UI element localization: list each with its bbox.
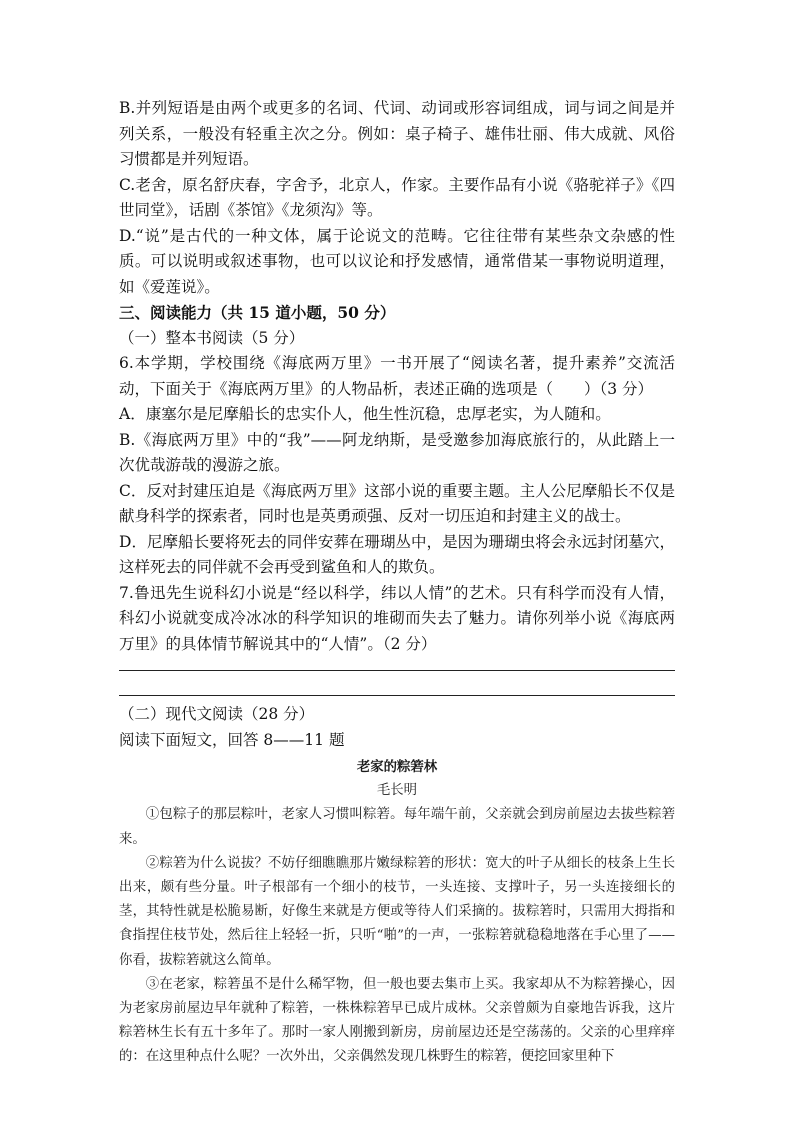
part1-heading: （一）整本书阅读（5 分） [119, 328, 305, 347]
article-paragraph-2: ②粽箬为什么说拔？不妨仔细瞧瞧那片嫩绿粽箬的形状：宽大的叶子从细长的枝条上生长出来，颇有些分量。叶子根部有一个细小的枝节，一头连接、支撑叶子，另一头连接细长的茎，其特性就是松脆易断，好像生来就是方便或等待人们采摘的。拔粽箬时，只需用大拇指和食指捏住枝节处，然后往上轻轻一折，只听“啪”的一声，一张粽箬就稳稳地落在手心里了——你看，拔粽箬就这么简单。 [119, 855, 675, 968]
question-6-stem: 6.本学期，学校围绕《海底两万里》一书开展了“阅读名著，提升素养”交流活动，下面关于《海底两万里》的人物品析，表述正确的选项是（ ）（3 分） [119, 354, 675, 398]
article-paragraph-1: ①包粽子的那层粽叶，老家人习惯叫粽箬。每年端午前，父亲就会到房前屋边去拔些粽箬来。 [119, 807, 675, 847]
question-6-option-a: A．康塞尔是尼摩船长的忠实仆人，他生性沉稳，忠厚老实，为人随和。 [119, 405, 611, 423]
article-author: 毛长明 [376, 783, 418, 799]
question-7-stem: 7.鲁迅先生说科幻小说是“经以科学，纬以人情”的艺术。只有科学而没有人情，科幻小说就变成冷冰冰的科学知识的堆砌而失去了魅力。请你列举小说《海底两万里》的具体情节解说其中的“人情”。（2 分） [119, 583, 675, 653]
question-6-option-d: D．尼摩船长要将死去的同伴安葬在珊瑚丛中，是因为珊瑚虫将会永远封闭墓穴，这样死去的同伴就不会再受到鲨鱼和人的欺负。 [119, 532, 675, 576]
page-content [119, 96, 675, 1070]
article-title: 老家的粽箬林 [356, 759, 438, 775]
question-6-option-b: B.《海底两万里》中的“我”——阿龙纳斯，是受邀参加海底旅行的，从此踏上一次优哉游哉的漫游之旅。 [119, 430, 675, 474]
section-heading: 三、阅读能力（共 15 道小题，50 分） [119, 303, 396, 322]
reading-article [119, 755, 675, 1070]
part2-instruction: 阅读下面短文，回答 8——11 题 [119, 730, 345, 749]
option-c-text: C.老舍，原名舒庆春，字舍予，北京人，作家。主要作品有小说《骆驼祥子》《四世同堂》，话剧《茶馆》《龙须沟》等。 [119, 175, 675, 219]
question-6-option-c: C．反对封建压迫是《海底两万里》这部小说的重要主题。主人公尼摩船长不仅是献身科学的探索者，同时也是英勇顽强、反对一切压迫和封建主义的战士。 [119, 481, 675, 525]
article-paragraph-3: ③在老家，粽箬虽不是什么稀罕物，但一般也要去集市上买。我家却从不为粽箬操心，因为老家房前屋边早年就种了粽箬，一株株粽箬早已成片成林。父亲曾颇为自豪地告诉我，这片粽箬林生长有五十多年了。那时一家人刚搬到新房，房前屋边还是空荡荡的。父亲的心里痒痒的：在这里种点什么呢？一次外出，父亲偶然发现几株野生的粽箬，便挖回家里种下 [119, 976, 675, 1065]
part2-heading: （二）现代文阅读（28 分） [119, 705, 315, 723]
option-d-text: D.“说”是古代的一种文体，属于论说文的范畴。它往往带有某些杂文杂感的性质。可以说明或叙述事物，也可以议论和抒发感情，通常借某一事物说明道理，如《爱莲说》。 [119, 226, 675, 296]
option-b-text: B.并列短语是由两个或更多的名词、代词、动词或形容词组成，词与词之间是并列关系，一般没有轻重主次之分。例如：桌子椅子、雄伟壮丽、伟大成就、风俗习惯都是并列短语。 [119, 99, 675, 168]
